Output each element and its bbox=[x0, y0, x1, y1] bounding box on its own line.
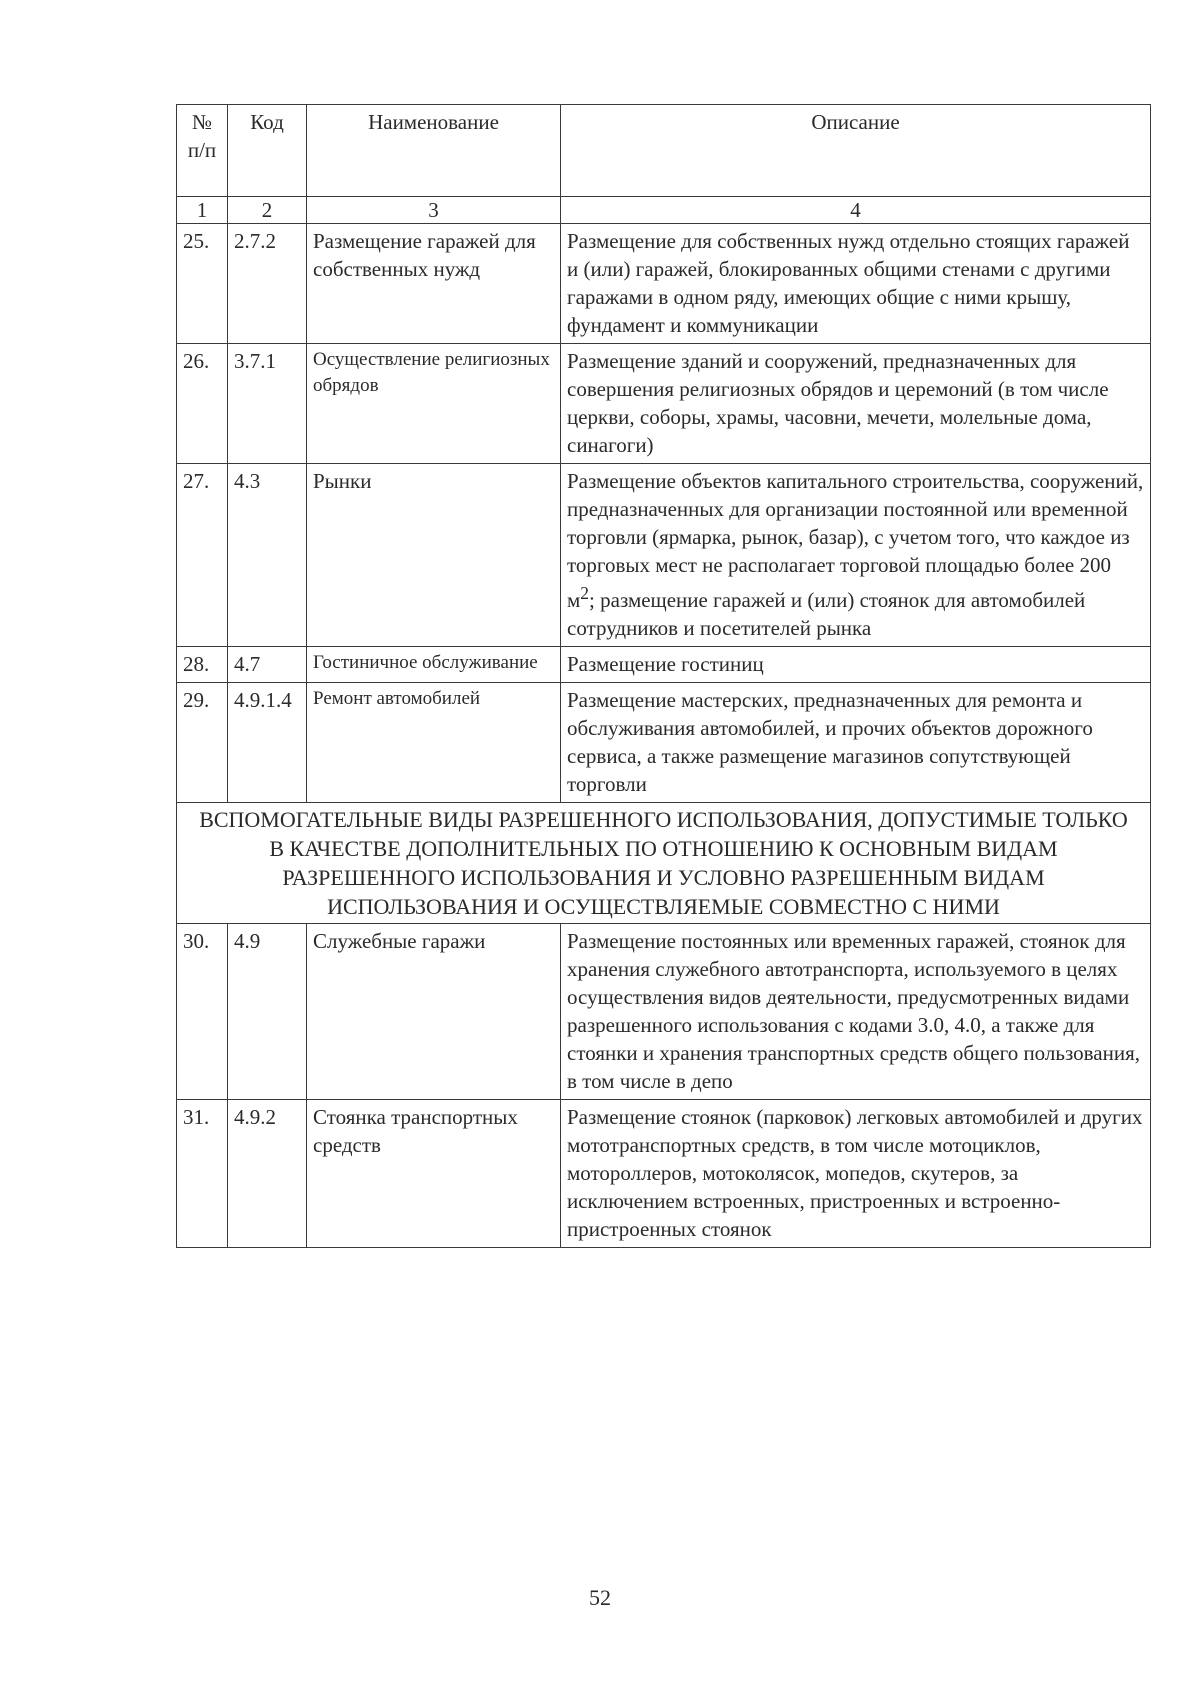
row-code: 2.7.2 bbox=[228, 224, 307, 344]
row-num: 26. bbox=[177, 344, 228, 464]
header-code: Код bbox=[228, 105, 307, 197]
row-desc-part: Размещение объектов капитального строительства, сооружений, предназначенных для организации постоянной или временной торговли (ярмарка, рынок, базар), с учетом того, что каждое из торговых мест не располагает торговой площадью более 200 м bbox=[567, 469, 1144, 612]
land-use-table bbox=[176, 104, 1151, 1248]
column-numbers-row bbox=[177, 197, 1151, 224]
row-desc bbox=[561, 464, 1151, 647]
row-name: Осуществление религиозных обрядов bbox=[307, 344, 561, 464]
row-num: 28. bbox=[177, 647, 228, 683]
col-number-1: 1 bbox=[177, 197, 228, 224]
table-row bbox=[177, 464, 1151, 647]
header-name: Наименование bbox=[307, 105, 561, 197]
row-desc: Размещение зданий и сооружений, предназначенных для совершения религиозных обрядов и церемоний (в том числе церкви, соборы, храмы, часовни, мечети, молельные дома, синагоги) bbox=[561, 344, 1151, 464]
row-desc: Размещение постоянных или временных гаражей, стоянок для хранения служебного автотранспорта, используемого в целях осуществления видов деятельности, предусмотренных видами разрешенного использования с кодами 3.0, 4.0, а также для стоянки и хранения транспортных средств общего пользования, в том числе в депо bbox=[561, 924, 1151, 1100]
col-number-3: 3 bbox=[307, 197, 561, 224]
table-row bbox=[177, 1100, 1151, 1248]
row-name: Рынки bbox=[307, 464, 561, 647]
row-num: 30. bbox=[177, 924, 228, 1100]
row-code: 4.9.2 bbox=[228, 1100, 307, 1248]
row-name: Стоянка транспортных средств bbox=[307, 1100, 561, 1248]
row-desc: Размещение стоянок (парковок) легковых автомобилей и других мототранспортных средств, в том числе мотоциклов, мотороллеров, мотоколясок, мопедов, скутеров, за исключением встроенных, пристроенных и встроенно-пристроенных стоянок bbox=[561, 1100, 1151, 1248]
row-desc: Размещение мастерских, предназначенных для ремонта и обслуживания автомобилей, и прочих объектов дорожного сервиса, а также размещение магазинов сопутствующей торговли bbox=[561, 683, 1151, 803]
section-heading-row bbox=[177, 803, 1151, 924]
row-name: Ремонт автомобилей bbox=[307, 683, 561, 803]
col-number-2: 2 bbox=[228, 197, 307, 224]
row-code: 4.7 bbox=[228, 647, 307, 683]
table-row bbox=[177, 224, 1151, 344]
table-row bbox=[177, 683, 1151, 803]
row-code: 3.7.1 bbox=[228, 344, 307, 464]
table-header-row bbox=[177, 105, 1151, 197]
superscript-two: 2 bbox=[580, 583, 590, 603]
row-num: 29. bbox=[177, 683, 228, 803]
row-num: 31. bbox=[177, 1100, 228, 1248]
row-desc: Размещение гостиниц bbox=[561, 647, 1151, 683]
row-code: 4.9.1.4 bbox=[228, 683, 307, 803]
row-num: 27. bbox=[177, 464, 228, 647]
row-name: Гостиничное обслуживание bbox=[307, 647, 561, 683]
section-title: ВСПОМОГАТЕЛЬНЫЕ ВИДЫ РАЗРЕШЕННОГО ИСПОЛЬЗОВАНИЯ, ДОПУСТИМЫЕ ТОЛЬКО В КАЧЕСТВЕ ДОПОЛНИТЕЛЬНЫХ ПО ОТНОШЕНИЮ К ОСНОВНЫМ ВИДАМ РАЗРЕШЕННОГО ИСПОЛЬЗОВАНИЯ И УСЛОВНО РАЗРЕШЕННЫМ ВИДАМ ИСПОЛЬЗОВАНИЯ И ОСУЩЕСТВЛЯЕМЫЕ СОВМЕСТНО С НИМИ bbox=[177, 803, 1151, 924]
header-num: № п/п bbox=[177, 105, 228, 197]
table-row bbox=[177, 924, 1151, 1100]
header-desc: Описание bbox=[561, 105, 1151, 197]
col-number-4: 4 bbox=[561, 197, 1151, 224]
row-code: 4.3 bbox=[228, 464, 307, 647]
row-name: Служебные гаражи bbox=[307, 924, 561, 1100]
page-number: 52 bbox=[589, 1585, 611, 1610]
row-desc: Размещение для собственных нужд отдельно стоящих гаражей и (или) гаражей, блокированных общими стенами с другими гаражами в одном ряду, имеющих общие с ними крышу, фундамент и коммуникации bbox=[561, 224, 1151, 344]
row-code: 4.9 bbox=[228, 924, 307, 1100]
row-desc-part: ; размещение гаражей и (или) стоянок для автомобилей сотрудников и посетителей рынка bbox=[567, 588, 1086, 640]
table-row bbox=[177, 647, 1151, 683]
row-num: 25. bbox=[177, 224, 228, 344]
row-name: Размещение гаражей для собственных нужд bbox=[307, 224, 561, 344]
table-row bbox=[177, 344, 1151, 464]
